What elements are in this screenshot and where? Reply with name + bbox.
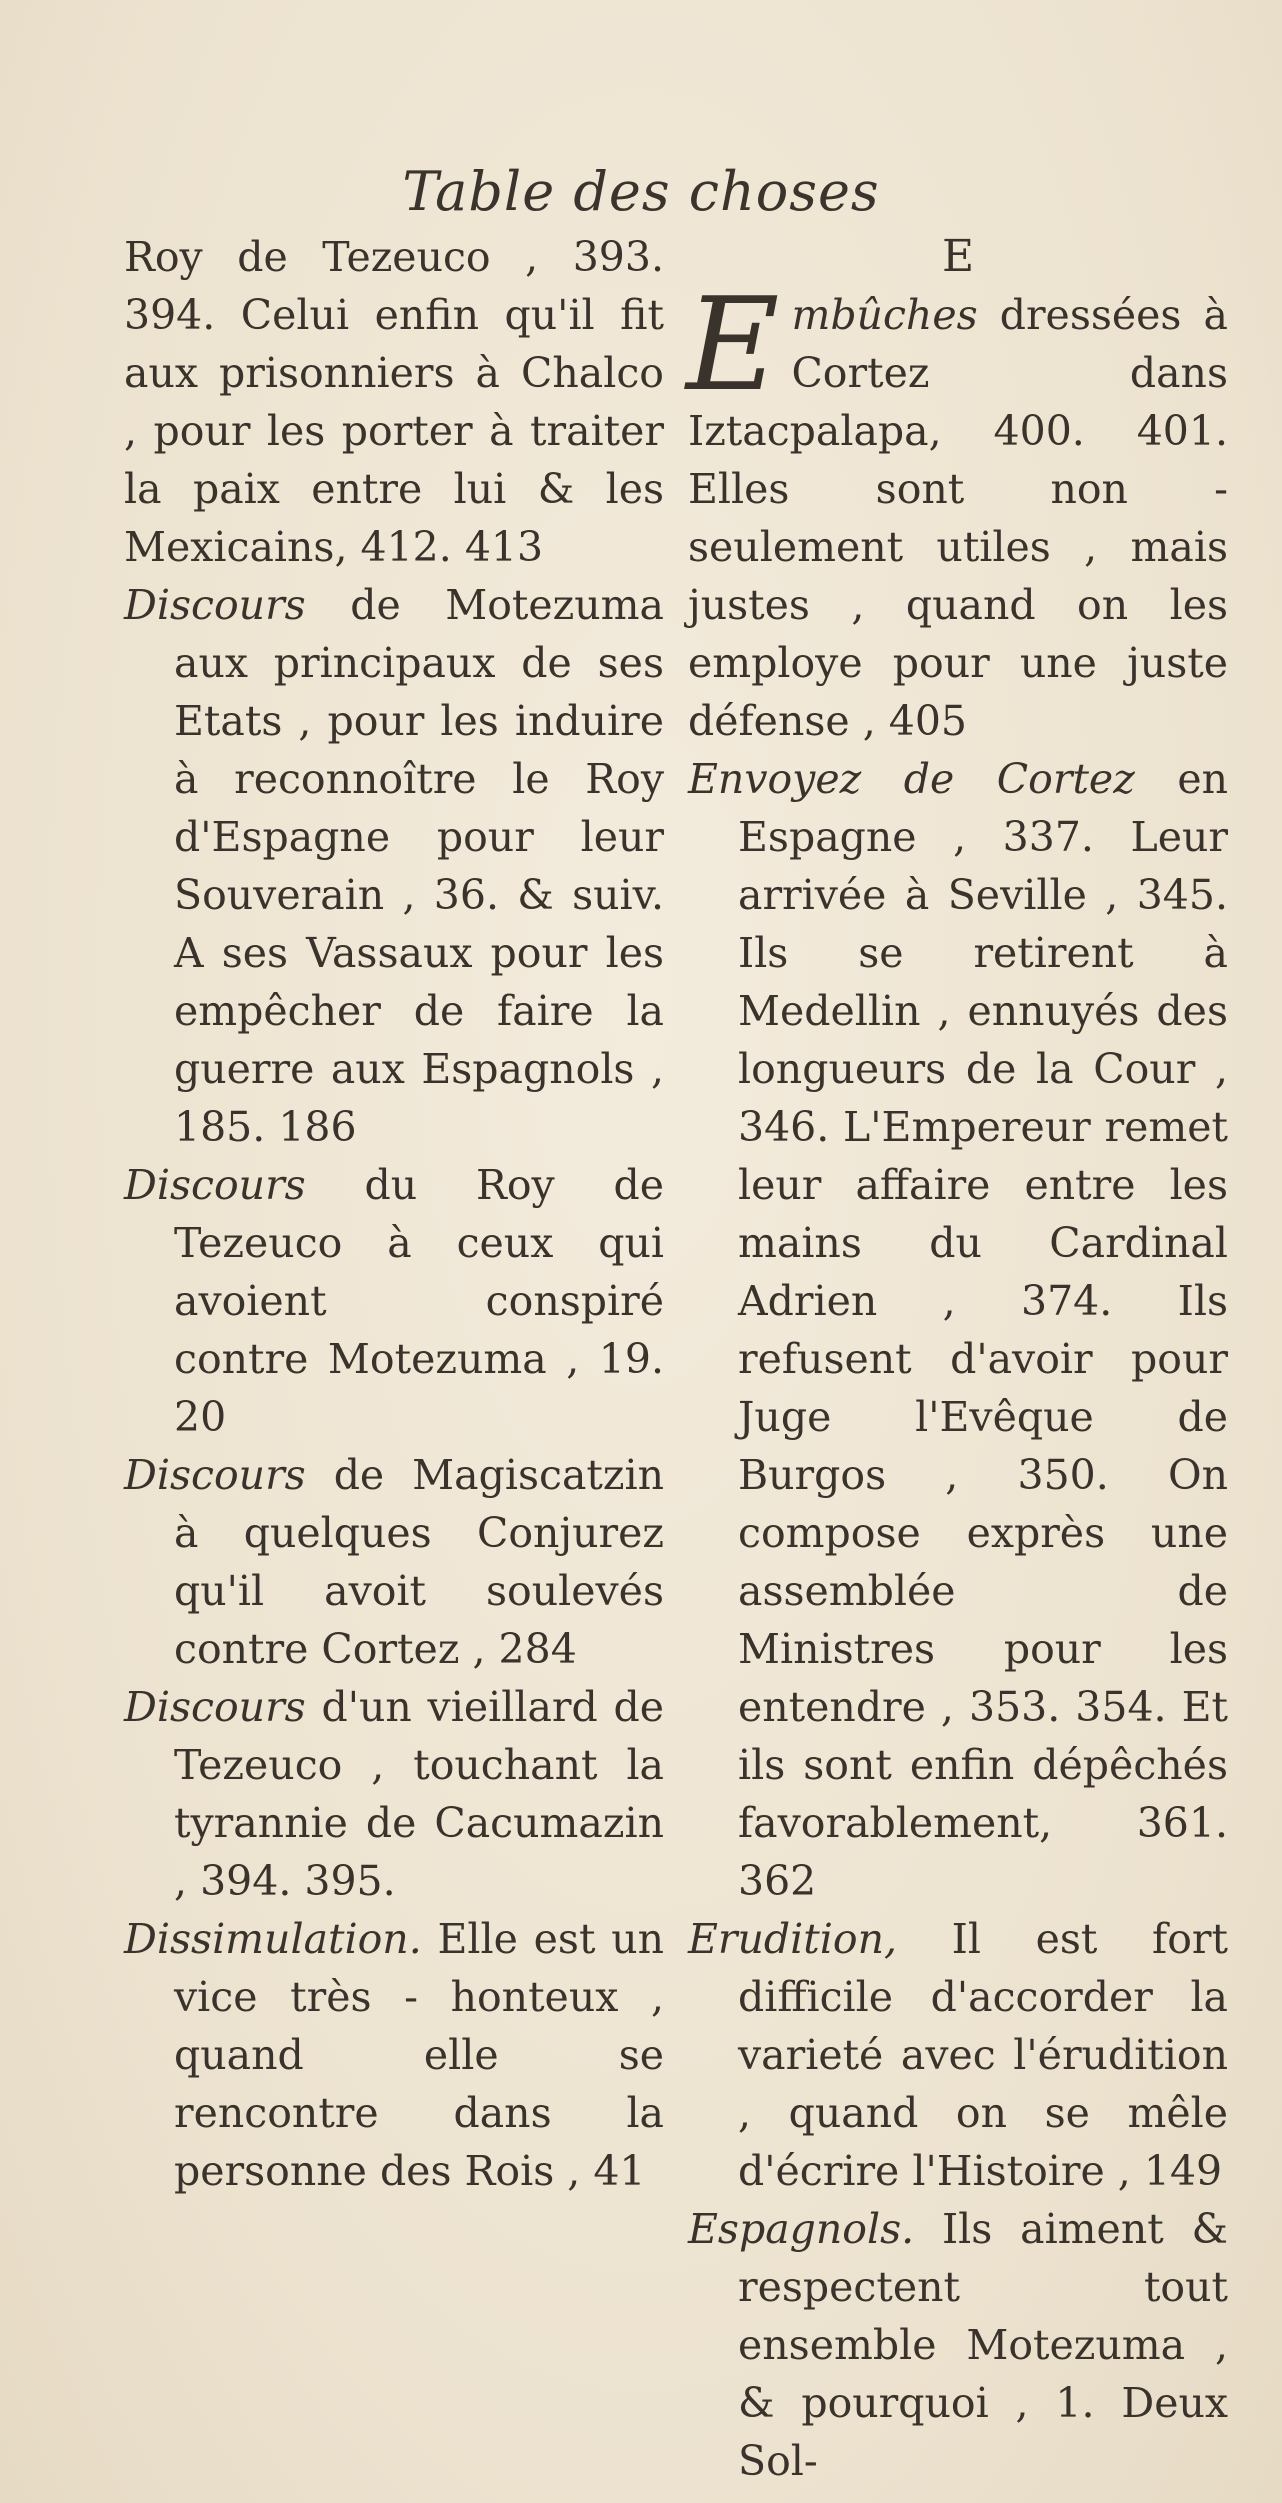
index-entry bbox=[124, 1446, 664, 1678]
entry-text: en Espagne , 337. Leur arrivée à Seville , 345. Ils se retirent à Medellin , ennuyés des longueurs de la Cour , 346. L'Empereur remet leur affaire entre les mains du Cardinal Adrien , 374. Ils refusent d'avoir pour Juge l'Evêque de Burgos , 350. On compose exprès une assemblée de Ministres pour les entendre , 353. 354. Et ils sont enfin dépêchés favorablement, 361. 362 bbox=[738, 755, 1229, 1905]
index-entry bbox=[688, 750, 1228, 1910]
index-entry bbox=[124, 1156, 664, 1446]
entry-text: d'un vieillard de Tezeuco , touchant la tyrannie de Cacumazin , 394. 395. bbox=[174, 1683, 664, 1905]
right-column bbox=[688, 228, 1228, 2490]
index-entry bbox=[124, 1910, 664, 2200]
entry-keyword: Discours bbox=[124, 1451, 306, 1499]
running-head: Table des choses bbox=[402, 160, 880, 223]
left-column bbox=[124, 228, 664, 2200]
index-entry bbox=[124, 228, 664, 576]
entry-text: Ils aiment & respectent tout ensemble Motezuma , & pourquoi , 1. Deux Sol- bbox=[738, 2205, 1228, 2485]
entry-keyword: Espagnols. bbox=[688, 2205, 915, 2253]
index-entry bbox=[688, 2200, 1228, 2490]
index-entry bbox=[124, 576, 664, 1156]
entry-keyword: Discours bbox=[124, 581, 306, 629]
index-entry bbox=[124, 1678, 664, 1910]
entry-keyword: Dissimulation. bbox=[124, 1915, 422, 1963]
entry-text: Elle est un vice très - honteux , quand elle se rencontre dans la personne des Rois , 41 bbox=[174, 1915, 664, 2195]
entry-text: dressées à Cortez dans Iztacpalapa, 400. 401. Elles sont non - seulement utiles , mais justes , quand on les employe pour une juste défense , 405 bbox=[688, 291, 1228, 745]
entry-keyword: Envoyez de Cortez bbox=[688, 755, 1135, 803]
entry-text: de Magiscatzin à quelques Conjurez qu'il avoit soulevés contre Cortez , 284 bbox=[174, 1451, 664, 1673]
entry-text: du Roy de Tezeuco à ceux qui avoient conspiré contre Motezuma , 19. 20 bbox=[174, 1161, 664, 1441]
entry-keyword: Erudition, bbox=[688, 1915, 898, 1963]
entry-keyword: mbûches bbox=[791, 291, 978, 339]
drop-cap: E bbox=[686, 271, 780, 420]
entry-text: Roy de Tezeuco , 393. 394. Celui enfin qu'il fit aux prisonniers à Chalco , pour les porter à traiter la paix entre lui & les Mexicains, 412. 413 bbox=[124, 233, 664, 571]
index-entry bbox=[688, 1910, 1228, 2200]
index-entry bbox=[686, 271, 1228, 750]
entry-keyword: Discours bbox=[124, 1161, 306, 1209]
entry-text: Il est fort difficile d'accorder la varieté avec l'érudition , quand on se mêle d'écrire l'Histoire , 149 bbox=[738, 1915, 1228, 2195]
entry-keyword: Discours bbox=[124, 1683, 306, 1731]
section-letter: E bbox=[941, 231, 975, 282]
entry-text: de Motezuma aux principaux de ses Etats , pour les induire à reconnoître le Roy d'Espagne pour leur Souverain , 36. & suiv. A ses Vassaux pour les empêcher de faire la guerre aux Espagnols , 185. 186 bbox=[174, 581, 664, 1151]
